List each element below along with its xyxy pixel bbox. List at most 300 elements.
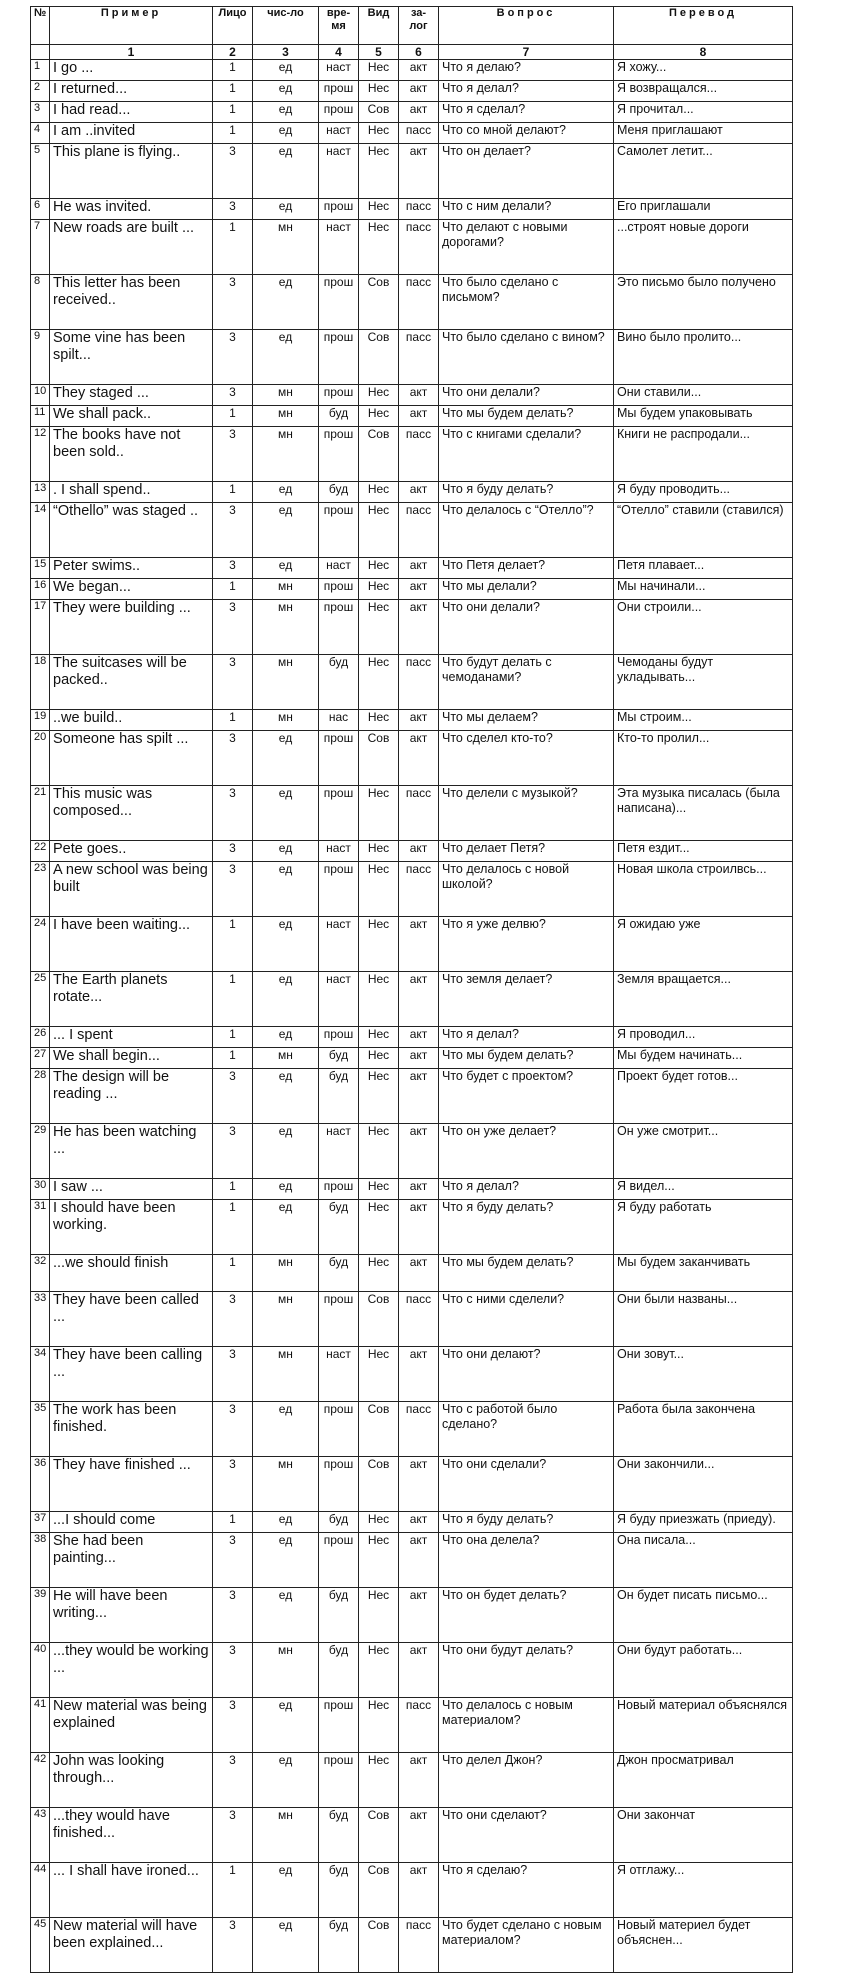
aspect-cell: Сов [359,1863,399,1918]
number-cell: ед [253,1918,319,1973]
row-number: 5 [31,144,50,199]
table-row [31,655,793,710]
number-cell: ед [253,1588,319,1643]
voice-cell: акт [399,482,439,503]
row-number: 20 [31,731,50,786]
example-cell: “Othello” was staged .. [50,503,213,558]
voice-cell: акт [399,102,439,123]
question-cell: Что мы будем делать? [439,1048,614,1069]
number-cell: ед [253,482,319,503]
aspect-cell: Сов [359,1402,399,1457]
table-row [31,123,793,144]
table-row [31,144,793,199]
table-row [31,579,793,600]
aspect-cell: Сов [359,731,399,786]
question-cell: Что с ним делали? [439,199,614,220]
number-cell: ед [253,862,319,917]
person-cell: 1 [213,1027,253,1048]
tense-cell: прош [319,199,359,220]
question-cell: Что с ними сделели? [439,1292,614,1347]
person-cell: 1 [213,482,253,503]
person-cell: 1 [213,1512,253,1533]
example-cell: The suitcases will be packed.. [50,655,213,710]
aspect-cell: Нес [359,1588,399,1643]
row-number: 10 [31,385,50,406]
aspect-cell: Нес [359,862,399,917]
question-cell: Что было сделано с вином? [439,330,614,385]
aspect-cell: Сов [359,427,399,482]
example-cell: ... I shall have ironed... [50,1863,213,1918]
voice-cell: акт [399,144,439,199]
translation-cell: Это письмо было получено [614,275,793,330]
voice-cell: акт [399,1124,439,1179]
person-cell: 3 [213,330,253,385]
example-cell: ..we build.. [50,710,213,731]
translation-cell: Вино было пролито... [614,330,793,385]
example-cell: ...we should finish [50,1255,213,1292]
row-number: 8 [31,275,50,330]
example-cell: The design will be reading ... [50,1069,213,1124]
example-cell: I had read... [50,102,213,123]
example-cell: I saw ... [50,1179,213,1200]
voice-cell: пасс [399,199,439,220]
aspect-cell: Нес [359,220,399,275]
translation-cell: Меня приглашают [614,123,793,144]
table-row [31,1255,793,1292]
table-row [31,199,793,220]
grammar-table [30,6,793,1973]
example-cell: They were building ... [50,600,213,655]
number-cell: мн [253,1292,319,1347]
number-cell: ед [253,144,319,199]
voice-cell: пасс [399,862,439,917]
number-cell: ед [253,1512,319,1533]
person-cell: 1 [213,1179,253,1200]
table-row [31,330,793,385]
example-cell: . I shall spend.. [50,482,213,503]
row-number: 29 [31,1124,50,1179]
tense-cell: прош [319,503,359,558]
table-row [31,1533,793,1588]
row-number: 33 [31,1292,50,1347]
translation-cell: Я буду работать [614,1200,793,1255]
question-cell: Что делалось с “Отелло”? [439,503,614,558]
translation-cell: Я видел... [614,1179,793,1200]
translation-cell: ...строят новые дороги [614,220,793,275]
question-cell: Что я делал? [439,1179,614,1200]
voice-cell: акт [399,1753,439,1808]
aspect-cell: Нес [359,123,399,144]
example-cell: We began... [50,579,213,600]
question-cell: Что земля делает? [439,972,614,1027]
header-question: Вопрос [439,7,614,45]
example-cell: I should have been working. [50,1200,213,1255]
question-cell: Что мы делали? [439,579,614,600]
tense-cell: наст [319,144,359,199]
person-cell: 3 [213,144,253,199]
table-row [31,972,793,1027]
row-number: 30 [31,1179,50,1200]
tense-cell: наст [319,220,359,275]
example-cell: She had been painting... [50,1533,213,1588]
voice-cell: пасс [399,503,439,558]
person-cell: 1 [213,406,253,427]
tense-cell: прош [319,579,359,600]
question-cell: Что мы делаем? [439,710,614,731]
number-cell: ед [253,60,319,81]
person-cell: 3 [213,503,253,558]
question-cell: Что мы будем делать? [439,1255,614,1292]
translation-cell: Они закончат [614,1808,793,1863]
voice-cell: акт [399,558,439,579]
number-cell: мн [253,1347,319,1402]
row-number: 38 [31,1533,50,1588]
person-cell: 1 [213,1200,253,1255]
tense-cell: буд [319,1643,359,1698]
tense-cell: прош [319,786,359,841]
number-cell: ед [253,330,319,385]
question-cell: Что мы будем делать? [439,406,614,427]
aspect-cell: Нес [359,144,399,199]
tense-cell: наст [319,1347,359,1402]
table-row [31,786,793,841]
table-row [31,275,793,330]
table-row [31,503,793,558]
aspect-cell: Нес [359,1512,399,1533]
tense-cell: буд [319,1863,359,1918]
number-cell: ед [253,972,319,1027]
person-cell: 3 [213,786,253,841]
person-cell: 3 [213,862,253,917]
question-cell: Что будет с проектом? [439,1069,614,1124]
translation-cell: Я буду приезжать (приеду). [614,1512,793,1533]
row-number: 15 [31,558,50,579]
row-number: 7 [31,220,50,275]
row-number: 32 [31,1255,50,1292]
translation-cell: Он будет писать письмо... [614,1588,793,1643]
person-cell: 3 [213,275,253,330]
person-cell: 3 [213,1753,253,1808]
header-person: Лицо [213,7,253,45]
voice-cell: акт [399,385,439,406]
table-row [31,1918,793,1973]
voice-cell: пасс [399,330,439,385]
tense-cell: прош [319,385,359,406]
row-number: 26 [31,1027,50,1048]
aspect-cell: Нес [359,1124,399,1179]
tense-cell: буд [319,1588,359,1643]
aspect-cell: Нес [359,786,399,841]
example-cell: This plane is flying.. [50,144,213,199]
table-row [31,1698,793,1753]
question-cell: Что я сделаю? [439,1863,614,1918]
voice-cell: пасс [399,275,439,330]
number-cell: мн [253,385,319,406]
person-cell: 3 [213,1457,253,1512]
example-cell: He has been watching ... [50,1124,213,1179]
person-cell: 3 [213,1918,253,1973]
voice-cell: акт [399,1512,439,1533]
number-cell: ед [253,503,319,558]
example-cell: They have finished ... [50,1457,213,1512]
aspect-cell: Нес [359,1698,399,1753]
example-cell: New material was being explained [50,1698,213,1753]
aspect-cell: Сов [359,1808,399,1863]
translation-cell: Они строили... [614,600,793,655]
question-cell: Что я уже делвю? [439,917,614,972]
header-row [31,7,793,45]
example-cell: I go ... [50,60,213,81]
number-cell: ед [253,123,319,144]
row-number: 23 [31,862,50,917]
aspect-cell: Нес [359,579,399,600]
row-number: 17 [31,600,50,655]
row-number: 40 [31,1643,50,1698]
person-cell: 3 [213,558,253,579]
translation-cell: Кто-то пролил... [614,731,793,786]
person-cell: 1 [213,102,253,123]
person-cell: 3 [213,427,253,482]
translation-cell: Он уже смотрит... [614,1124,793,1179]
number-cell: ед [253,1069,319,1124]
voice-cell: акт [399,1808,439,1863]
question-cell: Что будет сделано с новым материалом? [439,1918,614,1973]
example-cell: ...they would be working ... [50,1643,213,1698]
number-cell: ед [253,841,319,862]
person-cell: 1 [213,1048,253,1069]
question-cell: Что она делела? [439,1533,614,1588]
question-cell: Что с работой было сделано? [439,1402,614,1457]
number-cell: мн [253,1255,319,1292]
tense-cell: прош [319,862,359,917]
aspect-cell: Нес [359,1533,399,1588]
question-cell: Что они сделают? [439,1808,614,1863]
table-row [31,731,793,786]
tense-cell: буд [319,1255,359,1292]
row-number: 9 [31,330,50,385]
question-cell: Что делают с новыми дорогами? [439,220,614,275]
row-number: 27 [31,1048,50,1069]
row-number: 24 [31,917,50,972]
table-row [31,220,793,275]
question-cell: Что я сделал? [439,102,614,123]
example-cell: We shall begin... [50,1048,213,1069]
example-cell: ...they would have finished... [50,1808,213,1863]
tense-cell: буд [319,1808,359,1863]
voice-cell: акт [399,841,439,862]
table-row [31,862,793,917]
person-cell: 3 [213,1533,253,1588]
row-number: 14 [31,503,50,558]
table-row [31,1402,793,1457]
person-cell: 3 [213,1588,253,1643]
example-cell: The books have not been sold.. [50,427,213,482]
tense-cell: буд [319,482,359,503]
aspect-cell: Сов [359,102,399,123]
voice-cell: акт [399,1863,439,1918]
example-cell: John was looking through... [50,1753,213,1808]
column-number: 8 [614,45,793,60]
translation-cell: Петя плавает... [614,558,793,579]
row-number: 31 [31,1200,50,1255]
tense-cell: наст [319,917,359,972]
table-row [31,1069,793,1124]
table-row [31,1048,793,1069]
translation-cell: Эта музыка писалась (была написана)... [614,786,793,841]
tense-cell: прош [319,1457,359,1512]
table-body [31,60,793,1973]
number-cell: мн [253,1808,319,1863]
table-row [31,558,793,579]
number-cell: ед [253,81,319,102]
table-row [31,600,793,655]
question-cell: Что они делали? [439,600,614,655]
person-cell: 1 [213,1863,253,1918]
number-cell: мн [253,1457,319,1512]
number-cell: мн [253,427,319,482]
number-cell: ед [253,1027,319,1048]
aspect-cell: Нес [359,482,399,503]
translation-cell: Я буду проводить... [614,482,793,503]
header-translation: Перевод [614,7,793,45]
question-cell: Что будут делать с чемоданами? [439,655,614,710]
translation-cell: Она писала... [614,1533,793,1588]
header-no: № [31,7,50,45]
voice-cell: пасс [399,427,439,482]
row-number: 18 [31,655,50,710]
number-cell: ед [253,199,319,220]
example-cell: Some vine has been spilt... [50,330,213,385]
tense-cell: прош [319,1698,359,1753]
person-cell: 1 [213,81,253,102]
voice-cell: пасс [399,1698,439,1753]
question-cell: Что со мной делают? [439,123,614,144]
number-cell: ед [253,102,319,123]
tense-cell: буд [319,655,359,710]
translation-cell: Его приглашали [614,199,793,220]
tense-cell: прош [319,81,359,102]
table-row [31,427,793,482]
number-cell: ед [253,917,319,972]
aspect-cell: Нес [359,710,399,731]
voice-cell: акт [399,1255,439,1292]
question-cell: Что я делаю? [439,60,614,81]
table-row [31,1179,793,1200]
column-number-row [31,45,793,60]
example-cell: Peter swims.. [50,558,213,579]
person-cell: 1 [213,60,253,81]
voice-cell: акт [399,81,439,102]
translation-cell: Я прочитал... [614,102,793,123]
translation-cell: Новый материел будет объяснен... [614,1918,793,1973]
question-cell: Что я буду делать? [439,482,614,503]
aspect-cell: Нес [359,1200,399,1255]
voice-cell: пасс [399,220,439,275]
row-number: 16 [31,579,50,600]
tense-cell: прош [319,600,359,655]
aspect-cell: Нес [359,600,399,655]
table-row [31,385,793,406]
person-cell: 1 [213,220,253,275]
translation-cell: Чемоданы будут укладывать... [614,655,793,710]
voice-cell: акт [399,60,439,81]
table-row [31,1753,793,1808]
example-cell: This music was composed... [50,786,213,841]
row-number: 43 [31,1808,50,1863]
row-number: 42 [31,1753,50,1808]
header-example: Пример [50,7,213,45]
aspect-cell: Сов [359,1918,399,1973]
tense-cell: наст [319,123,359,144]
tense-cell: буд [319,406,359,427]
tense-cell: прош [319,275,359,330]
row-number: 34 [31,1347,50,1402]
tense-cell: прош [319,1027,359,1048]
translation-cell: Я хожу... [614,60,793,81]
aspect-cell: Сов [359,275,399,330]
table-row [31,1643,793,1698]
translation-cell: Книги не распродали... [614,427,793,482]
translation-cell: Новый материал объяснялся [614,1698,793,1753]
aspect-cell: Нес [359,558,399,579]
tense-cell: прош [319,731,359,786]
header-aspect: Вид [359,7,399,45]
example-cell: A new school was being built [50,862,213,917]
translation-cell: Самолет летит... [614,144,793,199]
row-number: 39 [31,1588,50,1643]
table-row [31,60,793,81]
example-cell: New roads are built ... [50,220,213,275]
header-tense: вре-мя [319,7,359,45]
row-number: 45 [31,1918,50,1973]
translation-cell: Я ожидаю уже [614,917,793,972]
example-cell: The work has been finished. [50,1402,213,1457]
question-cell: Что я делал? [439,1027,614,1048]
tense-cell: буд [319,1918,359,1973]
person-cell: 3 [213,655,253,710]
column-number: 7 [439,45,614,60]
header-number: чис-ло [253,7,319,45]
translation-cell: Мы будем заканчивать [614,1255,793,1292]
example-cell: They have been calling ... [50,1347,213,1402]
aspect-cell: Нес [359,385,399,406]
question-cell: Что он делает? [439,144,614,199]
row-number: 28 [31,1069,50,1124]
translation-cell: Новая школа строилвсь... [614,862,793,917]
person-cell: 3 [213,199,253,220]
voice-cell: акт [399,1200,439,1255]
question-cell: Что делалось с новой школой? [439,862,614,917]
example-cell: New material will have been explained... [50,1918,213,1973]
translation-cell: Мы строим... [614,710,793,731]
tense-cell: буд [319,1512,359,1533]
aspect-cell: Нес [359,1255,399,1292]
table-row [31,1588,793,1643]
column-number: 1 [50,45,213,60]
translation-cell: Они ставили... [614,385,793,406]
person-cell: 3 [213,600,253,655]
example-cell: The Earth planets rotate... [50,972,213,1027]
translation-cell: Петя ездит... [614,841,793,862]
aspect-cell: Нес [359,655,399,710]
person-cell: 1 [213,710,253,731]
column-number: 3 [253,45,319,60]
table-row [31,406,793,427]
number-cell: ед [253,1200,319,1255]
table-row [31,482,793,503]
table-row [31,1200,793,1255]
question-cell: Что он будет делать? [439,1588,614,1643]
